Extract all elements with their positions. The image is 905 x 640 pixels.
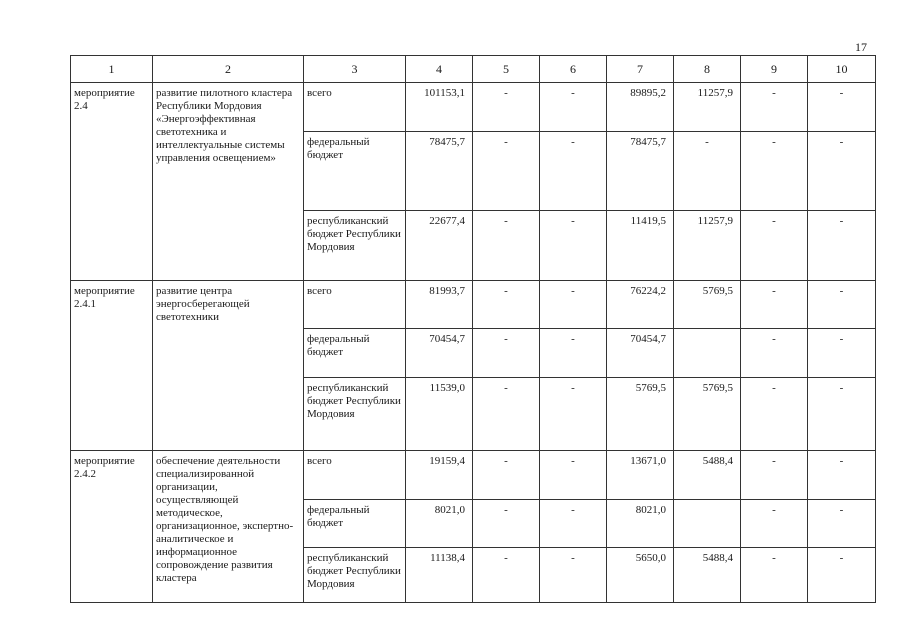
value-cell: -	[741, 451, 808, 500]
value-cell: -	[741, 500, 808, 548]
column-header: 5	[473, 56, 540, 83]
column-header: 10	[808, 56, 876, 83]
total-value: 101153,1	[406, 83, 473, 132]
total-value: 81993,7	[406, 281, 473, 329]
column-header: 6	[540, 56, 607, 83]
total-value: 11539,0	[406, 378, 473, 451]
value-cell: -	[741, 378, 808, 451]
column-header: 3	[304, 56, 406, 83]
value-cell: -	[674, 132, 741, 211]
measure-id: мероприятие 2.4.2	[71, 451, 153, 603]
value-cell: -	[473, 378, 540, 451]
value-cell: -	[473, 451, 540, 500]
value-cell: 89895,2	[607, 83, 674, 132]
total-value: 70454,7	[406, 329, 473, 378]
value-cell: -	[540, 378, 607, 451]
value-cell: -	[473, 500, 540, 548]
funding-source: всего	[304, 451, 406, 500]
value-cell: -	[808, 83, 876, 132]
value-cell: -	[741, 548, 808, 603]
value-cell: -	[808, 378, 876, 451]
funding-source: всего	[304, 83, 406, 132]
value-cell: 76224,2	[607, 281, 674, 329]
total-value: 8021,0	[406, 500, 473, 548]
value-cell: 8021,0	[607, 500, 674, 548]
value-cell: -	[741, 83, 808, 132]
table-row	[71, 83, 876, 132]
measure-id: мероприятие 2.4	[71, 83, 153, 281]
funding-source: республиканский бюджет Республики Мордовия	[304, 548, 406, 603]
value-cell: -	[473, 132, 540, 211]
value-cell: -	[540, 500, 607, 548]
budget-table	[70, 55, 876, 603]
value-cell: -	[540, 451, 607, 500]
value-cell: 78475,7	[607, 132, 674, 211]
value-cell: -	[741, 329, 808, 378]
value-cell: 11419,5	[607, 211, 674, 281]
page-number: 17	[855, 40, 867, 54]
measure-description: развитие пилотного кластера Республики Мордовия «Энергоэффективная светотехника и интеллектуальные системы управления освещением»	[153, 83, 304, 281]
funding-source: федеральный бюджет	[304, 500, 406, 548]
table-row	[71, 281, 876, 329]
funding-source: всего	[304, 281, 406, 329]
column-number-header-row	[71, 56, 876, 83]
value-cell: 11257,9	[674, 83, 741, 132]
value-cell: -	[540, 211, 607, 281]
total-value: 11138,4	[406, 548, 473, 603]
column-header: 4	[406, 56, 473, 83]
value-cell: -	[808, 500, 876, 548]
total-value: 78475,7	[406, 132, 473, 211]
total-value: 19159,4	[406, 451, 473, 500]
value-cell: -	[741, 211, 808, 281]
value-cell: -	[741, 132, 808, 211]
value-cell: -	[540, 281, 607, 329]
column-header: 8	[674, 56, 741, 83]
funding-source: федеральный бюджет	[304, 132, 406, 211]
value-cell: -	[540, 548, 607, 603]
measure-description: развитие центра энергосберегающей светотехники	[153, 281, 304, 451]
value-cell: -	[808, 451, 876, 500]
value-cell: -	[808, 132, 876, 211]
column-header: 7	[607, 56, 674, 83]
value-cell: -	[540, 132, 607, 211]
funding-source: республиканский бюджет Республики Мордовия	[304, 378, 406, 451]
value-cell: -	[540, 83, 607, 132]
value-cell: 5769,5	[607, 378, 674, 451]
column-header: 9	[741, 56, 808, 83]
value-cell: -	[540, 329, 607, 378]
total-value: 22677,4	[406, 211, 473, 281]
value-cell	[674, 500, 741, 548]
value-cell	[674, 329, 741, 378]
value-cell: 5488,4	[674, 548, 741, 603]
funding-source: республиканский бюджет Республики Мордовия	[304, 211, 406, 281]
value-cell: -	[808, 211, 876, 281]
value-cell: 13671,0	[607, 451, 674, 500]
column-header: 1	[71, 56, 153, 83]
column-header: 2	[153, 56, 304, 83]
value-cell: -	[808, 548, 876, 603]
value-cell: 70454,7	[607, 329, 674, 378]
value-cell: 5488,4	[674, 451, 741, 500]
value-cell: 11257,9	[674, 211, 741, 281]
value-cell: -	[808, 329, 876, 378]
table-row	[71, 451, 876, 500]
value-cell: 5650,0	[607, 548, 674, 603]
measure-id: мероприятие 2.4.1	[71, 281, 153, 451]
funding-source: федеральный бюджет	[304, 329, 406, 378]
value-cell: 5769,5	[674, 378, 741, 451]
value-cell: -	[473, 281, 540, 329]
measure-description: обеспечение деятельности специализированной организации, осуществляющей методическое, организационное, экспертно-аналитическое и информационное сопровождение развития кластера	[153, 451, 304, 603]
value-cell: -	[808, 281, 876, 329]
value-cell: -	[473, 548, 540, 603]
value-cell: -	[473, 83, 540, 132]
value-cell: -	[473, 329, 540, 378]
value-cell: -	[473, 211, 540, 281]
value-cell: -	[741, 281, 808, 329]
value-cell: 5769,5	[674, 281, 741, 329]
